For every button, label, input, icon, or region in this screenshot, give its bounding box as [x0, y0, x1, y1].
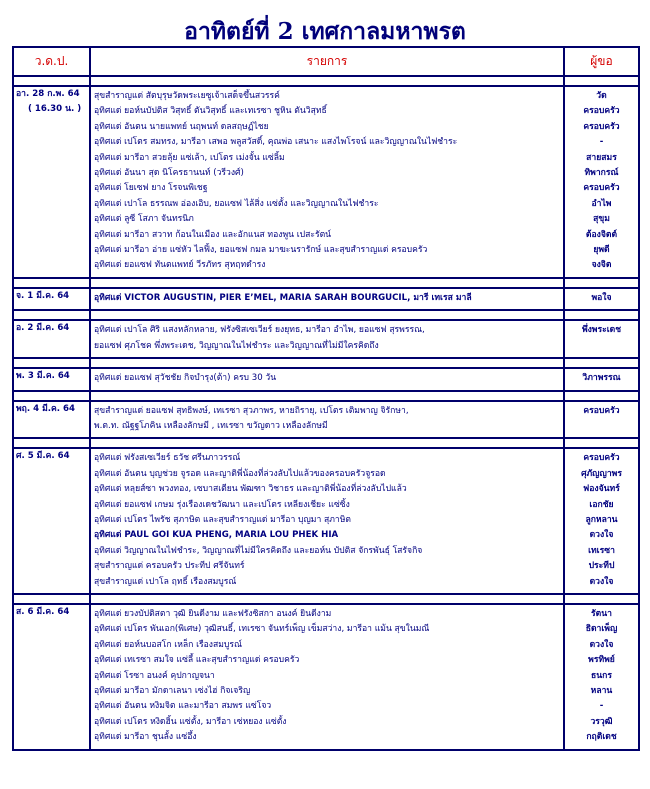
requester-name: ยุพดี [593, 245, 610, 256]
requester-cell [564, 320, 639, 358]
requester-name: ศุภัญญาพร [581, 468, 622, 479]
requester-name: ดวงใจ [589, 639, 614, 650]
table-row [13, 368, 639, 390]
requester-cell [564, 288, 639, 310]
table-row [13, 604, 639, 750]
date-text: ศ. 5 มี.ค. 64 [16, 451, 70, 462]
intention-line: อุทิศแด่ อันตน หงิมจิต และมารีอา สมพร แซ่โจว [94, 701, 272, 712]
intention-line: สุขสำราญแด่ ครอบครัว ประทีป ศรีจันทร์ [94, 561, 245, 572]
date-cell [13, 604, 90, 750]
requester-cell [564, 448, 639, 594]
intention-line: พ.ต.ท. ณัฐฐโภคิน เหลืองลักษมี , เทเรซา ขวัญดาว เหลืองลักษมี [94, 420, 328, 431]
table-row [13, 401, 639, 439]
row-spacer [13, 310, 639, 320]
requester-name: ดวงใจ [589, 576, 614, 587]
intention-line: อุทิศแด่ VICTOR AUGUSTIN, PIER E’MEL, MARIA SARAH BOURGUCIL, มารี เทเรส มาลี [94, 292, 472, 303]
intention-line: อุทิศแด่ โยเซฟ ยาง โรจนพิเชฐ [94, 183, 208, 194]
intention-line: อุทิศแด่ มารีอา ชุนลั้ง แซ่อึ้ง [94, 732, 197, 743]
intention-line: อุทิศแด่ วิญญาณในไฟชำระ, วิญญาณที่ไม่มีใครคิดถึง และยอห์น บัปติส จักรพันธุ์ โสรัจกิจ [94, 545, 423, 556]
intention-line: อุทิศแด่ เทเรซา สมใจ แซ่ลี้ และสุขสำราญแด่ ครอบครัว [94, 655, 300, 666]
row-spacer [13, 358, 639, 368]
intention-line: อุทิศแด่ ยวงบัปติสตา วุฒิ ยินดีงาม และฟรังซิสกา อนงค์ ยินดีงาม [94, 608, 332, 619]
intentions-table [12, 46, 640, 751]
row-spacer [13, 594, 639, 604]
intention-line: อุทิศแด่ อันตน บุญช่วย จูรอด และญาติพี่น้องที่ล่วงลับไปแล้วของครอบครัวจูรอด [94, 468, 386, 479]
date-text: อ. 2 มี.ค. 64 [16, 323, 70, 334]
date-text: อา. 28 ก.พ. 64 [16, 89, 80, 99]
requester-name: ครอบครัว [583, 106, 620, 117]
row-spacer [13, 391, 639, 401]
intention-line: อุทิศแด่ ยอแซฟ ทันตแพทย์ วีรภัทร สุหฤทดำรง [94, 260, 266, 271]
requester-name: เอกชัย [589, 499, 614, 510]
intention-line: อุทิศแด่ อันตน นายแพทย์ นฤพนท์ ดลสฤษฏ์ไชย [94, 121, 269, 132]
table-row [13, 288, 639, 310]
intention-line: อุทิศแด่ ยอแซฟ เกษม รุ่งเรืองเดชวัฒนา และเปโตร เหลียงเชียะ แซ่ซิ้ง [94, 499, 350, 510]
intentions-cell [90, 288, 564, 310]
requester-name: ครอบครัว [583, 453, 620, 464]
intention-line: สุขสำราญแด่ ยอแซฟ สุทธิพงษ์, เทเรซา สุวภาพร, หายถิรายุ, เปโตร เติมพาญ จิรักษา, [94, 405, 409, 416]
intentions-cell [90, 368, 564, 390]
intention-line: อุทิศแด่ ลูซี โสภา จันทรนิภ [94, 214, 194, 225]
date-cell [13, 288, 90, 310]
table-row [13, 320, 639, 358]
requester-name: สุขุม [593, 214, 610, 225]
requester-name: ต้องจิตต์ [585, 229, 618, 240]
date-cell [13, 401, 90, 439]
table-row [13, 448, 639, 594]
intentions-cell [90, 86, 564, 278]
requester-name: รัตนา [591, 608, 612, 619]
requester-name: สายสมร [586, 152, 617, 163]
intentions-cell [90, 448, 564, 594]
intention-line: อุทิศแด่ มารีอา สวาท ก้อนในเมือง และอักแนส ทองพูน เปสะรัตน์ [94, 229, 332, 240]
page-title: อาทิตย์ที่ 2 เทศกาลมหาพรต [184, 18, 466, 45]
intention-line: สุขสำราญแด่ สัตบุรุษวัดพระเยซูเจ้าเสด็จขึ้นสวรรค์ [94, 91, 280, 101]
time-text: ( 16.30 น. ) [28, 104, 82, 115]
requester-name: พอใจ [591, 292, 612, 303]
intention-line: อุทิศแด่ PAUL GOI KUA PHENG, MARIA LOU PHEK HIA [94, 530, 339, 541]
intention-line: อุทิศแด่ มารีอา มักดาเลนา เซ่งไฮ่ กิจเจริญ [94, 686, 251, 696]
intention-line: อุทิศแด่ เปโตร ไพรัช สุภาษิต และสุขสำราญแด่ มารีอา บุญมา สุภาษิต [94, 514, 351, 525]
intentions-cell [90, 604, 564, 750]
intention-line: อุทิศแด่ ฟรังสเซเวียร์ ธวัช ศรีนภาวรรณ์ [94, 453, 241, 464]
date-text: ส. 6 มี.ค. 64 [16, 606, 70, 617]
requester-name: จงจิต [591, 260, 612, 271]
row-spacer [13, 76, 639, 86]
table-header-row [13, 47, 639, 76]
requester-name: ทิพากรณ์ [584, 168, 619, 179]
requester-name: พึ่งพระเดช [581, 325, 622, 336]
requester-name: เทเรซา [588, 545, 615, 556]
intentions-cell [90, 320, 564, 358]
date-cell [13, 368, 90, 390]
intention-line: อุทิศแด่ ยอแซฟ สุวัชชัย กิจบำรุง(ต้า) ครบ 30 วัน [94, 373, 277, 384]
requester-name: อำไพ [591, 198, 612, 209]
requester-name: หลาน [590, 686, 613, 696]
requester-name: พรทิพย์ [588, 655, 615, 666]
header-requester: ผู้ขอ [564, 47, 639, 76]
intention-line: อุทิศแด่ โรซา อนงค์ คุปกาญจนา [94, 670, 215, 681]
requester-name: ธนกร [591, 670, 612, 681]
requester-name: วัด [596, 91, 607, 101]
requester-name: ครอบครัว [583, 183, 620, 194]
requester-name: ลูกหลาน [585, 514, 618, 525]
date-cell [13, 320, 90, 358]
intention-line: อุทิศแด่ มารีอา สวยลุ้ย แซ่เล้า, เปโตร เม่งจั้น แซ่ลิ้ม [94, 152, 285, 163]
requester-name: กฤติเดช [586, 732, 617, 743]
header-items: รายการ [90, 47, 564, 76]
date-text: จ. 1 มี.ค. 64 [16, 290, 70, 301]
row-spacer [13, 438, 639, 448]
requester-name: - [599, 137, 604, 148]
intention-line: อุทิศแด่ เปโตร สมทรง, มารีอา เสพอ พลูสวัสดิ์, คุณพ่อ เสนาะ แสงไพโรจน์ และวิญญาณในไฟชำระ [94, 137, 458, 148]
intentions-cell [90, 401, 564, 439]
requester-name: ฟองจันทร์ [583, 484, 620, 495]
header-date: ว.ด.ป. [13, 47, 90, 76]
requester-name: ธิดาเพ็ญ [585, 624, 618, 635]
intention-line: สุขสำราญแด่ เปาโล ฤทธิ์ เรืองสมบูรณ์ [94, 576, 237, 587]
requester-cell [564, 401, 639, 439]
table-row [13, 86, 639, 278]
intention-line: อุทิศแด่ ยอห์นบัปติส วิสุทธิ์ ตันวิสุทธิ์ และเทเรซา ชูหิน ตันวิสุทธิ์ [94, 106, 327, 117]
intention-line: อุทิศแด่ ยอห์นบอสโก เหล็ก เรืองสมบูรณ์ [94, 639, 242, 650]
intention-line: อุทิศแด่ เปาโล ธรรณพ อ่องเอิบ, ยอแซฟ ไล้สิ่ง แซ่ตั้ง และวิญญาณในไฟชำระ [94, 198, 379, 209]
row-spacer [13, 278, 639, 288]
requester-name: ประทีป [588, 561, 615, 572]
intention-line: อุทิศแด่ เปโตร พันเอก(พิเศษ) วุฒิสนธิ์, เทเรซา จันทร์เพ็ญ เข็มสว่าง, มารีอา แม้น สุขในมณี [94, 624, 430, 635]
requester-name: - [599, 701, 604, 712]
date-text: พ. 3 มี.ค. 64 [16, 371, 70, 382]
intention-line: อุทิศแด่ เปโตร หงิดฮิ้น แซ่ตั้ง, มารีอา เซ่หยอง แซ่ตั้ง [94, 716, 287, 727]
requester-name: ครอบครัว [583, 121, 620, 132]
requester-name: วิภาพรรณ [582, 373, 621, 384]
requester-name: วรวุฒิ [590, 716, 613, 727]
intention-line: อุทิศแด่ อันนา สุด นิโครธานนท์ (วรีวงศ์) [94, 168, 244, 179]
intention-line: อุทิศแด่ มารีอา อ่าย แซ่หัว ไลฟิ้ง, ยอแซฟ กมล มาฆะนรารักษ์ และสุขสำราญแด่ ครอบครัว [94, 245, 428, 256]
intention-line: อุทิศแด่ เปาโล ศิริ แสงหลักหลาย, ฟรังซิสเซเวียร์ ยงยุทธ, มารีอา อำไพ, ยอแซฟ สุรพรรณ, [94, 325, 425, 336]
intention-line: อุทิศแด่ หลุยส์ซา พวงทอง, เซบาสเตียน พัฒฑา วิชาธร และญาติพี่น้องที่ล่วงลับไปแล้ว [94, 484, 407, 495]
date-text: พฤ. 4 มี.ค. 64 [16, 403, 75, 414]
intention-line: ยอแซฟ ศุภโชค พึ่งพระเดช, วิญญาณในไฟชำระ และวิญญาณที่ไม่มีใครคิดถึง [94, 340, 379, 351]
requester-cell [564, 604, 639, 750]
date-cell [13, 86, 90, 278]
requester-cell [564, 368, 639, 390]
date-cell [13, 448, 90, 594]
requester-name: ดวงใจ [589, 530, 614, 541]
requester-cell [564, 86, 639, 278]
requester-name: ครอบครัว [583, 405, 620, 416]
